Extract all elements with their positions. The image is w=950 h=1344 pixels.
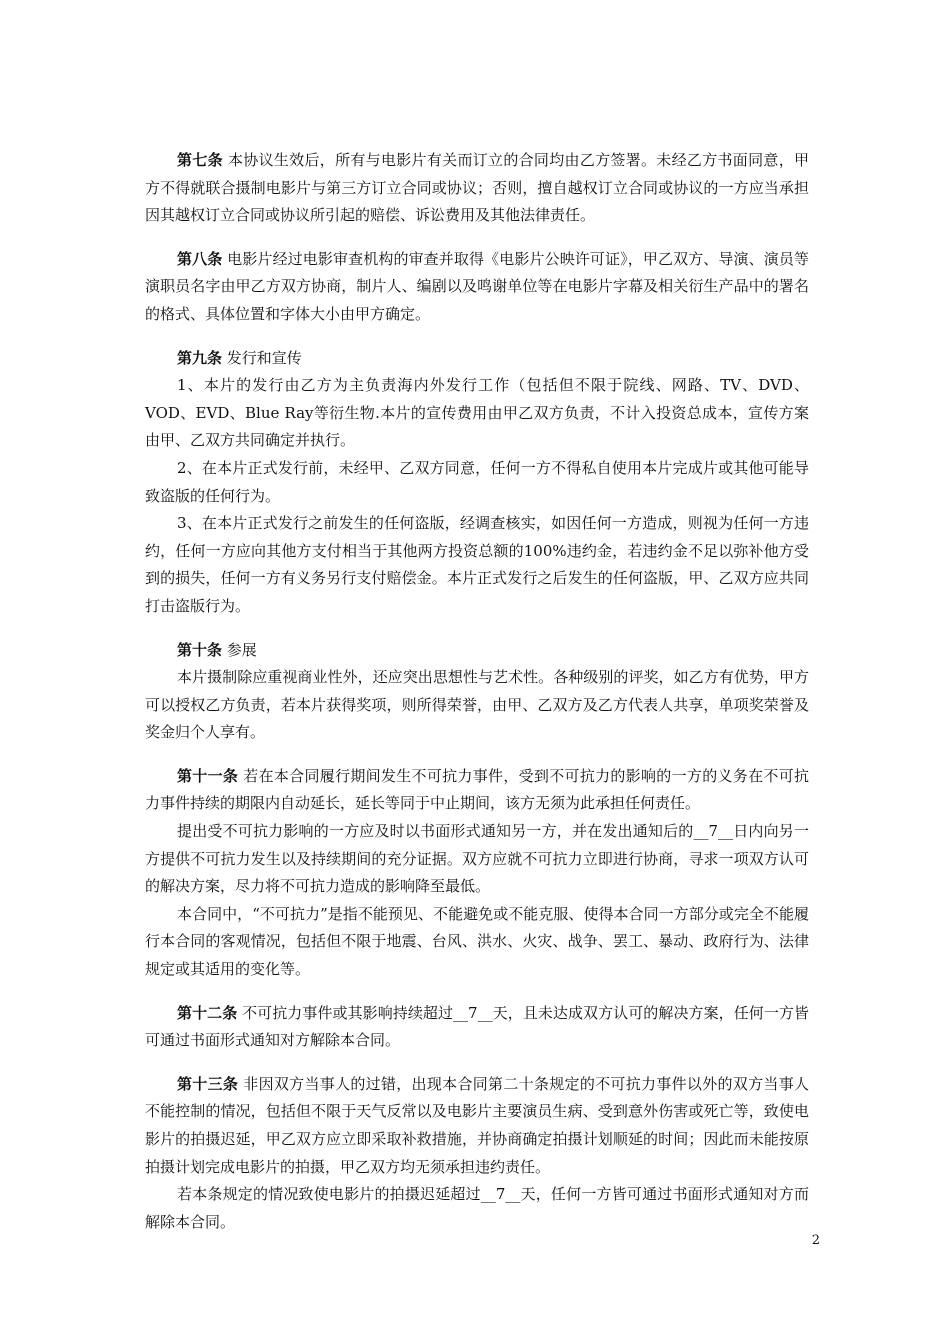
article-text: 不可抗力事件或其影响持续超过__7__天，且未达成双方认可的解决方案，任何一方皆可通过书面形式通知对方解除本合同。 <box>145 1003 809 1050</box>
clause-paragraph: 本合同中，“不可抗力”是指不能预见、不能避免或不能克服、使得本合同一方部分或完全不能履行本合同的客观情况，包括但不限于地震、台风、洪水、火灾、战争、罢工、暴动、政府行为、法律规定或其适用的变化等。 <box>145 904 809 979</box>
article-heading: 第九条 <box>177 348 223 367</box>
article-title: 发行和宣传 <box>226 348 302 367</box>
article-11 <box>145 763 809 984</box>
article-7 <box>145 147 809 230</box>
article-heading: 第十二条 <box>177 1003 238 1022</box>
article-9 <box>145 345 809 621</box>
article-12 <box>145 1000 809 1055</box>
contract-body <box>145 147 809 1252</box>
article-title: 参展 <box>226 640 257 659</box>
clause-paragraph: 3、在本片正式发行之前发生的任何盗版，经调查核实，如因任何一方造成，则视为任何一方违约，任何一方应向其他方支付相当于其他两方投资总额的100%违约金，若违约金不足以弥补他方受到的损失，任何一方有义务另行支付赔偿金。本片正式发行之后发生的任何盗版，甲、乙双方应共同打击盗版行为。 <box>145 514 809 615</box>
clause-paragraph: 提出受不可抗力影响的一方应及时以书面形式通知另一方，并在发出通知后的__7__日内向另一方提供不可抗力发生以及持续期间的充分证据。双方应就不可抗力立即进行协商，寻求一项双方认可的解决方案，尽力将不可抗力造成的影响降至最低。 <box>145 822 809 896</box>
article-8 <box>145 246 809 329</box>
article-heading: 第十三条 <box>177 1074 239 1093</box>
clause-paragraph: 若本条规定的情况致使电影片的拍摄迟延超过__7__天，任何一方皆可通过书面形式通知对方而解除本合同。 <box>145 1185 809 1231</box>
article-heading: 第七条 <box>177 151 223 169</box>
clause-paragraph: 1、本片的发行由乙方为主负责海内外发行工作（包括但不限于院线、网路、TV、DVD、VOD、EVD、Blue Ray等衍生物.本片的宣传费用由甲乙双方负责，不计入投资总成本，宣传方案由甲、乙双方共同确定并执行。 <box>145 376 809 450</box>
article-text: 本协议生效后，所有与电影片有关而订立的合同均由乙方签署。未经乙方书面同意，甲方不得就联合摄制电影片与第三方订立合同或协议；否则，擅自越权订立合同或协议的一方应当承担因其越权订立合同或协议所引起的赔偿、诉讼费用及其他法律责任。 <box>145 151 809 225</box>
article-13 <box>145 1071 809 1237</box>
article-heading: 第八条 <box>177 249 223 268</box>
article-10 <box>145 637 809 747</box>
article-text: 若在本合同履行期间发生不可抗力事件，受到不可抗力的影响的一方的义务在不可抗力事件持续的期限内自动延长，延长等同于中止期间，该方无须为此承担任何责任。 <box>145 766 809 813</box>
clause-paragraph: 2、在本片正式发行前，未经甲、乙双方同意，任何一方不得私自使用本片完成片或其他可能导致盗版的任何行为。 <box>145 458 809 505</box>
clause-paragraph: 本片摄制除应重视商业性外，还应突出思想性与艺术性。各种级别的评奖，如乙方有优势，甲方可以授权乙方负责，若本片获得奖项，则所得荣誉，由甲、乙双方及乙方代表人共享，单项奖荣誉及奖金归个人享有。 <box>145 668 809 742</box>
article-heading: 第十条 <box>177 640 223 659</box>
page-number: 2 <box>811 1233 820 1248</box>
article-text: 电影片经过电影审查机构的审查并取得《电影片公映许可证》，甲乙双方、导演、演员等演职员名字由甲乙方双方协商，制片人、编剧以及鸣谢单位等在电影片字幕及相关衍生产品中的署名的格式、具体位置和字体大小由甲方确定。 <box>145 249 809 323</box>
article-text: 非因双方当事人的过错，出现本合同第二十条规定的不可抗力事件以外的双方当事人不能控制的情况，包括但不限于天气反常以及电影片主要演员生病、受到意外伤害或死亡等，致使电影片的拍摄迟延，甲乙双方应立即采取补救措施，并协商确定拍摄计划顺延的时间；因此而未能按原拍摄计划完成电影片的拍摄，甲乙双方均无须承担违约责任。 <box>145 1074 809 1176</box>
article-heading: 第十一条 <box>177 766 239 785</box>
